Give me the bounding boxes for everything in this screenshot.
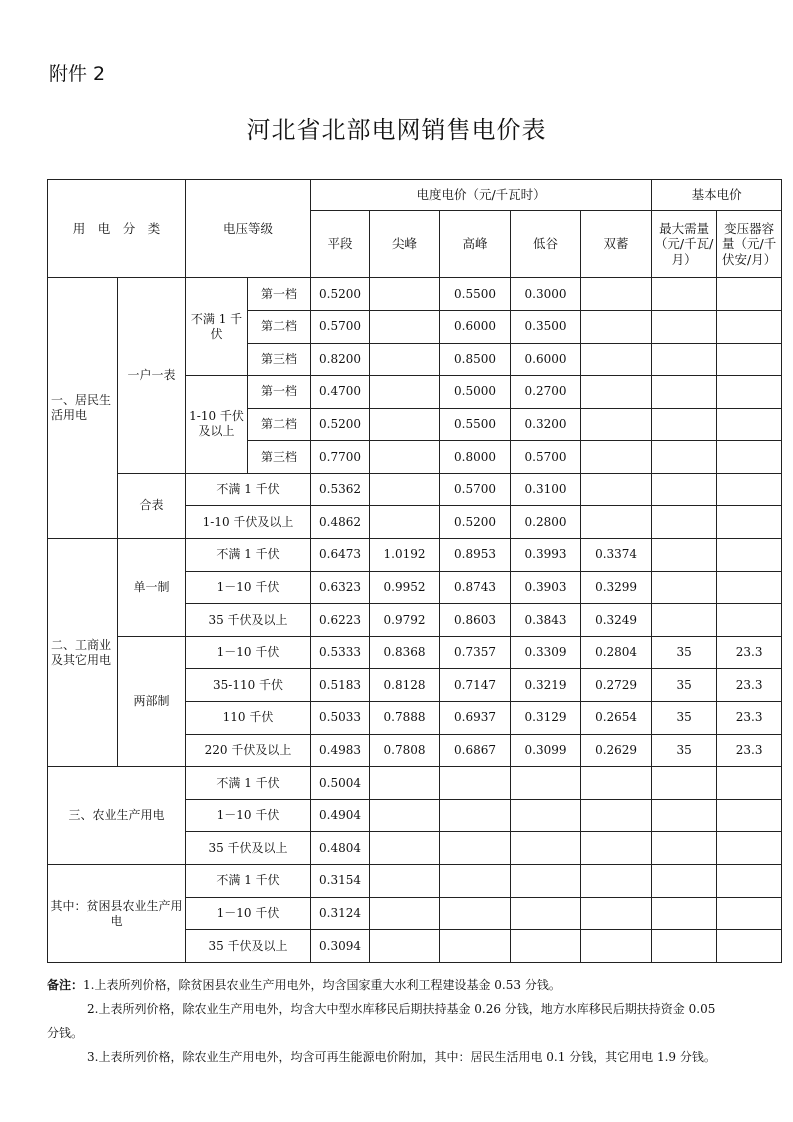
cell-peak: 0.7357 <box>440 636 511 669</box>
table-row <box>48 473 782 506</box>
cell-flat: 0.5200 <box>311 408 370 441</box>
table-row <box>48 278 782 311</box>
cell-flat: 0.8200 <box>311 343 370 376</box>
cell-sharp-peak <box>370 473 440 506</box>
cell-dual-storage <box>581 799 652 832</box>
voltage-level: 1－10 千伏 <box>186 897 311 930</box>
note-2-cont: 分钱。 <box>47 1026 84 1040</box>
cell-peak: 0.8953 <box>440 539 511 572</box>
group-single-rate: 单一制 <box>118 539 186 637</box>
voltage-level: 35 千伏及以上 <box>186 930 311 963</box>
cell-sharp-peak: 0.9952 <box>370 571 440 604</box>
cell-transformer <box>717 930 782 963</box>
voltage-level: 第二档 <box>248 310 311 343</box>
cell-valley: 0.3843 <box>511 604 581 637</box>
cell-dual-storage <box>581 832 652 865</box>
header-valley: 低谷 <box>511 211 581 278</box>
cell-max-demand <box>652 506 717 539</box>
cell-valley <box>511 865 581 898</box>
cell-peak <box>440 799 511 832</box>
cell-sharp-peak <box>370 506 440 539</box>
cell-transformer <box>717 343 782 376</box>
cell-flat: 0.6323 <box>311 571 370 604</box>
cell-transformer <box>717 799 782 832</box>
price-table <box>47 179 782 963</box>
voltage-level: 第二档 <box>248 408 311 441</box>
cell-flat: 0.6223 <box>311 604 370 637</box>
cell-sharp-peak: 0.7888 <box>370 702 440 735</box>
cell-peak: 0.5500 <box>440 278 511 311</box>
cell-peak: 0.5200 <box>440 506 511 539</box>
cell-dual-storage: 0.3249 <box>581 604 652 637</box>
cell-flat: 0.5004 <box>311 767 370 800</box>
cell-valley: 0.2700 <box>511 376 581 409</box>
cell-dual-storage <box>581 865 652 898</box>
cell-peak: 0.7147 <box>440 669 511 702</box>
cell-peak: 0.5000 <box>440 376 511 409</box>
note-3: 3.上表所列价格，除农业生产用电外，均含可再生能源电价附加，其中：居民生活用电 0.1 分钱，其它用电 1.9 分钱。 <box>87 1050 716 1064</box>
cell-transformer <box>717 604 782 637</box>
cell-valley: 0.3993 <box>511 539 581 572</box>
cell-valley: 0.6000 <box>511 343 581 376</box>
cell-max-demand <box>652 767 717 800</box>
voltage-level: 第一档 <box>248 376 311 409</box>
cell-dual-storage <box>581 278 652 311</box>
cell-valley <box>511 799 581 832</box>
cell-sharp-peak <box>370 278 440 311</box>
cell-valley: 0.5700 <box>511 441 581 474</box>
voltage-level: 不满 1 千伏 <box>186 767 311 800</box>
cell-sharp-peak <box>370 930 440 963</box>
cell-transformer <box>717 408 782 441</box>
header-voltage: 电压等级 <box>186 180 311 278</box>
cell-sharp-peak <box>370 376 440 409</box>
cell-flat: 0.7700 <box>311 441 370 474</box>
header-category: 用 电 分 类 <box>48 180 186 278</box>
voltage-level: 第一档 <box>248 278 311 311</box>
header-energy-price: 电度电价（元/千瓦时） <box>311 180 652 211</box>
cell-max-demand <box>652 310 717 343</box>
cell-max-demand: 35 <box>652 702 717 735</box>
cell-sharp-peak <box>370 832 440 865</box>
cell-peak: 0.6867 <box>440 734 511 767</box>
cell-transformer <box>717 539 782 572</box>
group-1-10kv-up: 1-10 千伏及以上 <box>186 376 248 474</box>
cell-valley <box>511 832 581 865</box>
cell-max-demand <box>652 441 717 474</box>
voltage-level: 不满 1 千伏 <box>186 473 311 506</box>
cell-max-demand <box>652 799 717 832</box>
cell-sharp-peak: 1.0192 <box>370 539 440 572</box>
cell-transformer: 23.3 <box>717 702 782 735</box>
cell-sharp-peak: 0.9792 <box>370 604 440 637</box>
header-transformer-capacity: 变压器容量（元/千伏安/月） <box>717 211 782 278</box>
cell-dual-storage <box>581 441 652 474</box>
cell-peak: 0.6000 <box>440 310 511 343</box>
cell-dual-storage: 0.2729 <box>581 669 652 702</box>
cell-flat: 0.5333 <box>311 636 370 669</box>
cell-flat: 0.3124 <box>311 897 370 930</box>
cell-flat: 0.3154 <box>311 865 370 898</box>
cell-dual-storage <box>581 343 652 376</box>
cell-transformer <box>717 897 782 930</box>
cell-valley: 0.3500 <box>511 310 581 343</box>
cell-dual-storage <box>581 408 652 441</box>
cell-flat: 0.5362 <box>311 473 370 506</box>
cell-transformer <box>717 571 782 604</box>
voltage-level: 1-10 千伏及以上 <box>186 506 311 539</box>
cell-flat: 0.4804 <box>311 832 370 865</box>
cell-flat: 0.5033 <box>311 702 370 735</box>
cell-transformer <box>717 832 782 865</box>
voltage-level: 不满 1 千伏 <box>186 539 311 572</box>
cell-valley <box>511 897 581 930</box>
cell-dual-storage: 0.3299 <box>581 571 652 604</box>
voltage-level: 35 千伏及以上 <box>186 604 311 637</box>
cell-peak: 0.8743 <box>440 571 511 604</box>
cell-valley: 0.3903 <box>511 571 581 604</box>
cell-transformer: 23.3 <box>717 669 782 702</box>
cell-sharp-peak <box>370 799 440 832</box>
cell-peak <box>440 930 511 963</box>
cell-transformer <box>717 278 782 311</box>
cell-flat: 0.4862 <box>311 506 370 539</box>
cell-dual-storage: 0.2654 <box>581 702 652 735</box>
cell-sharp-peak <box>370 767 440 800</box>
cell-sharp-peak <box>370 865 440 898</box>
cell-dual-storage <box>581 310 652 343</box>
cell-transformer <box>717 441 782 474</box>
cell-sharp-peak <box>370 310 440 343</box>
cell-dual-storage: 0.2804 <box>581 636 652 669</box>
cell-transformer: 23.3 <box>717 734 782 767</box>
cell-max-demand <box>652 343 717 376</box>
note-2: 2.上表所列价格，除农业生产用电外，均含大中型水库移民后期扶持基金 0.26 分钱，地方水库移民后期扶持资金 0.05 <box>87 1002 716 1016</box>
cell-sharp-peak <box>370 343 440 376</box>
cell-peak <box>440 897 511 930</box>
voltage-level: 1－10 千伏 <box>186 636 311 669</box>
cell-flat: 0.5200 <box>311 278 370 311</box>
cell-peak: 0.8500 <box>440 343 511 376</box>
cell-valley: 0.3200 <box>511 408 581 441</box>
table-row <box>48 865 782 898</box>
header-dual-storage: 双蓄 <box>581 211 652 278</box>
cell-dual-storage: 0.2629 <box>581 734 652 767</box>
cell-max-demand: 35 <box>652 734 717 767</box>
cell-sharp-peak: 0.8128 <box>370 669 440 702</box>
group-under-1kv: 不满 1 千伏 <box>186 278 248 376</box>
cell-peak: 0.8000 <box>440 441 511 474</box>
cell-max-demand <box>652 930 717 963</box>
cell-dual-storage <box>581 897 652 930</box>
cell-flat: 0.4983 <box>311 734 370 767</box>
cell-max-demand <box>652 832 717 865</box>
cell-sharp-peak <box>370 408 440 441</box>
cell-flat: 0.4700 <box>311 376 370 409</box>
group-agricultural: 三、农业生产用电 <box>48 767 186 865</box>
header-peak: 高峰 <box>440 211 511 278</box>
header-flat: 平段 <box>311 211 370 278</box>
cell-dual-storage: 0.3374 <box>581 539 652 572</box>
cell-transformer <box>717 376 782 409</box>
cell-max-demand <box>652 278 717 311</box>
cell-peak <box>440 767 511 800</box>
cell-transformer <box>717 473 782 506</box>
voltage-level: 不满 1 千伏 <box>186 865 311 898</box>
cell-valley <box>511 930 581 963</box>
cell-flat: 0.5700 <box>311 310 370 343</box>
note-1: 1.上表所列价格，除贫困县农业生产用电外，均含国家重大水利工程建设基金 0.53 分钱。 <box>83 978 561 992</box>
cell-transformer <box>717 310 782 343</box>
header-max-demand: 最大需量（元/千瓦/月） <box>652 211 717 278</box>
cell-valley: 0.3309 <box>511 636 581 669</box>
cell-max-demand <box>652 473 717 506</box>
cell-transformer <box>717 506 782 539</box>
cell-max-demand <box>652 376 717 409</box>
header-sharp-peak: 尖峰 <box>370 211 440 278</box>
cell-peak: 0.5500 <box>440 408 511 441</box>
cell-flat: 0.4904 <box>311 799 370 832</box>
cell-peak <box>440 865 511 898</box>
voltage-level: 110 千伏 <box>186 702 311 735</box>
cell-sharp-peak <box>370 897 440 930</box>
notes-label: 备注： <box>47 978 84 992</box>
cell-valley <box>511 767 581 800</box>
cell-max-demand <box>652 604 717 637</box>
cell-valley: 0.2800 <box>511 506 581 539</box>
cell-dual-storage <box>581 473 652 506</box>
voltage-level: 35 千伏及以上 <box>186 832 311 865</box>
cell-transformer: 23.3 <box>717 636 782 669</box>
cell-max-demand <box>652 539 717 572</box>
cell-max-demand: 35 <box>652 669 717 702</box>
table-row <box>48 636 782 669</box>
cell-peak: 0.6937 <box>440 702 511 735</box>
cell-peak: 0.5700 <box>440 473 511 506</box>
cell-max-demand: 35 <box>652 636 717 669</box>
voltage-level: 1－10 千伏 <box>186 799 311 832</box>
cell-max-demand <box>652 571 717 604</box>
voltage-level: 第三档 <box>248 343 311 376</box>
voltage-level: 1－10 千伏 <box>186 571 311 604</box>
cell-valley: 0.3099 <box>511 734 581 767</box>
cell-dual-storage <box>581 767 652 800</box>
table-row <box>48 539 782 572</box>
cell-max-demand <box>652 897 717 930</box>
group-poor-county-agricultural: 其中：贫困县农业生产用电 <box>48 865 186 963</box>
attachment-label: 附件 2 <box>49 63 106 85</box>
group-two-part: 两部制 <box>118 636 186 766</box>
cell-valley: 0.3100 <box>511 473 581 506</box>
voltage-level: 220 千伏及以上 <box>186 734 311 767</box>
group-industrial: 二、工商业及其它用电 <box>48 539 118 767</box>
cell-peak <box>440 832 511 865</box>
cell-dual-storage <box>581 506 652 539</box>
table-row <box>48 767 782 800</box>
cell-transformer <box>717 767 782 800</box>
cell-sharp-peak: 0.7808 <box>370 734 440 767</box>
cell-dual-storage <box>581 930 652 963</box>
page-title: 河北省北部电网销售电价表 <box>246 116 547 144</box>
cell-sharp-peak: 0.8368 <box>370 636 440 669</box>
cell-valley: 0.3219 <box>511 669 581 702</box>
cell-sharp-peak <box>370 441 440 474</box>
cell-valley: 0.3129 <box>511 702 581 735</box>
cell-max-demand <box>652 865 717 898</box>
voltage-level: 35-110 千伏 <box>186 669 311 702</box>
cell-max-demand <box>652 408 717 441</box>
group-residential: 一、居民生活用电 <box>48 278 118 539</box>
group-combined: 合表 <box>118 473 186 538</box>
cell-flat: 0.5183 <box>311 669 370 702</box>
cell-dual-storage <box>581 376 652 409</box>
cell-valley: 0.3000 <box>511 278 581 311</box>
group-one-meter: 一户一表 <box>118 278 186 474</box>
header-basic-price: 基本电价 <box>652 180 782 211</box>
voltage-level: 第三档 <box>248 441 311 474</box>
cell-flat: 0.6473 <box>311 539 370 572</box>
cell-flat: 0.3094 <box>311 930 370 963</box>
cell-peak: 0.8603 <box>440 604 511 637</box>
cell-transformer <box>717 865 782 898</box>
notes <box>47 973 787 1069</box>
